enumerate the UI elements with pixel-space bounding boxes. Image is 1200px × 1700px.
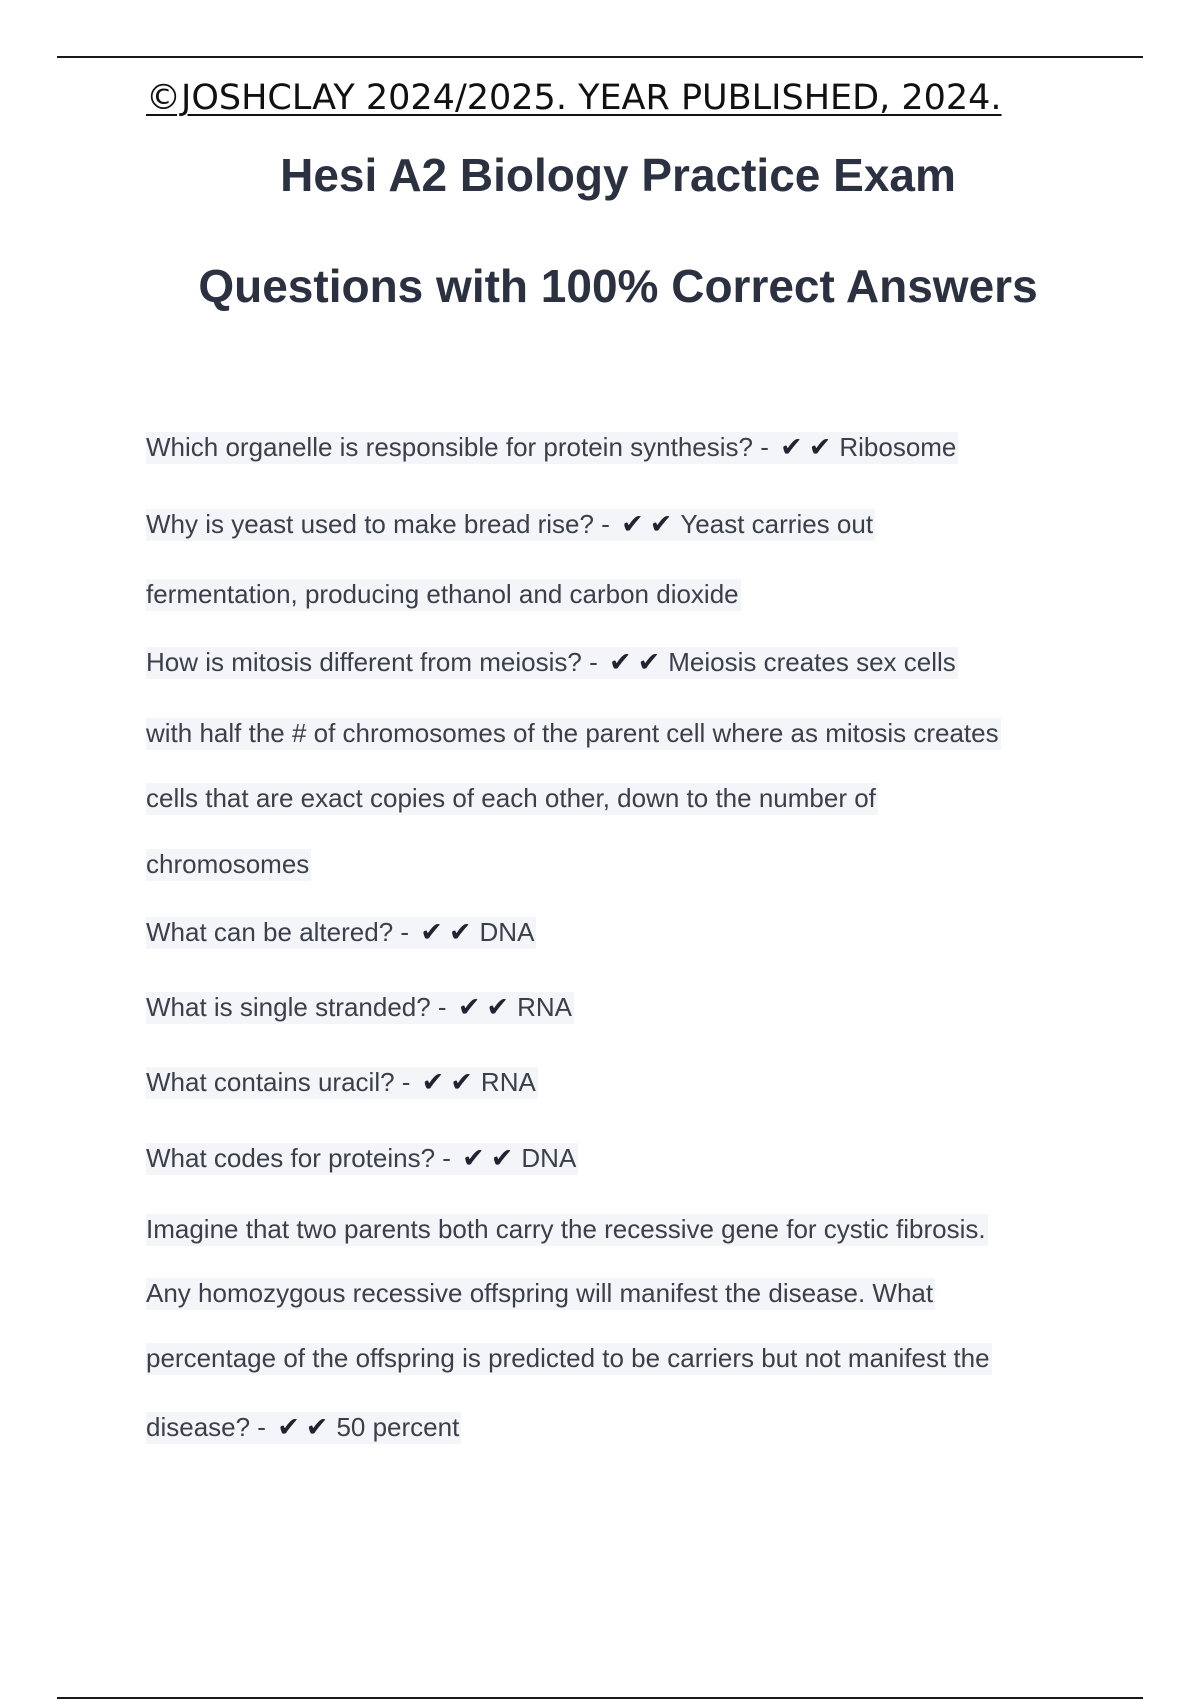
question-text: What can be altered? -	[146, 917, 417, 947]
answer-text: DNA	[479, 917, 535, 947]
question-text: How is mitosis different from meiosis? -	[146, 647, 605, 677]
question-text: Any homozygous recessive offspring will manifest the disease. What	[146, 1278, 934, 1308]
qa-item-3	[146, 643, 958, 682]
answer-continuation: cells that are exact copies of each other, down to the number of	[146, 783, 876, 813]
qa-item-7	[146, 1139, 578, 1178]
question-text: disease? -	[146, 1412, 274, 1442]
answer-text: 50 percent	[336, 1412, 460, 1442]
qa-item-8-line-1	[146, 1210, 988, 1248]
question-text: What contains uracil? -	[146, 1067, 418, 1097]
answer-text: RNA	[517, 992, 572, 1022]
answer-continuation: with half the # of chromosomes of the parent cell where as mitosis creates	[146, 718, 999, 748]
copyright-header: ©JOSHCLAY 2024/2025. YEAR PUBLISHED, 2024.	[146, 78, 1002, 118]
qa-item-2	[146, 505, 875, 544]
double-check-icon: ✔✔	[420, 917, 478, 948]
question-text: Why is yeast used to make bread rise? -	[146, 509, 618, 539]
answer-text: DNA	[521, 1143, 577, 1173]
answer-text: Yeast carries out	[680, 509, 874, 539]
page-title-line-1: Hesi A2 Biology Practice Exam	[280, 149, 956, 201]
question-text: What is single stranded? -	[146, 992, 454, 1022]
answer-text: Meiosis creates sex cells	[668, 647, 956, 677]
double-check-icon: ✔✔	[608, 647, 667, 678]
top-rule	[57, 56, 1143, 58]
qa-item-4	[146, 913, 536, 952]
qa-item-1	[146, 428, 958, 467]
question-text: Which organelle is responsible for protein synthesis? -	[146, 432, 777, 462]
double-check-icon: ✔✔	[277, 1412, 335, 1443]
qa-item-6	[146, 1063, 538, 1102]
double-check-icon: ✔✔	[780, 432, 838, 463]
answer-continuation: chromosomes	[146, 849, 310, 879]
page-title-line-2: Questions with 100% Correct Answers	[198, 260, 1038, 312]
question-text: percentage of the offspring is predicted to be carriers but not manifest the	[146, 1343, 990, 1373]
question-text: Imagine that two parents both carry the recessive gene for cystic fibrosis.	[146, 1214, 986, 1244]
double-check-icon: ✔✔	[421, 1067, 479, 1098]
qa-item-5	[146, 988, 574, 1027]
double-check-icon: ✔✔	[462, 1143, 520, 1174]
qa-item-8	[146, 1408, 461, 1447]
double-check-icon: ✔✔	[457, 992, 516, 1023]
answer-text: Ribosome	[839, 432, 957, 462]
answer-text: RNA	[480, 1067, 536, 1097]
bottom-rule	[57, 1697, 1143, 1699]
qa-item-8-line-2	[146, 1274, 935, 1312]
question-text: What codes for proteins? -	[146, 1143, 459, 1173]
answer-continuation: fermentation, producing ethanol and carbon dioxide	[146, 579, 739, 609]
qa-item-8-line-3	[146, 1339, 992, 1377]
double-check-icon: ✔✔	[621, 509, 679, 540]
